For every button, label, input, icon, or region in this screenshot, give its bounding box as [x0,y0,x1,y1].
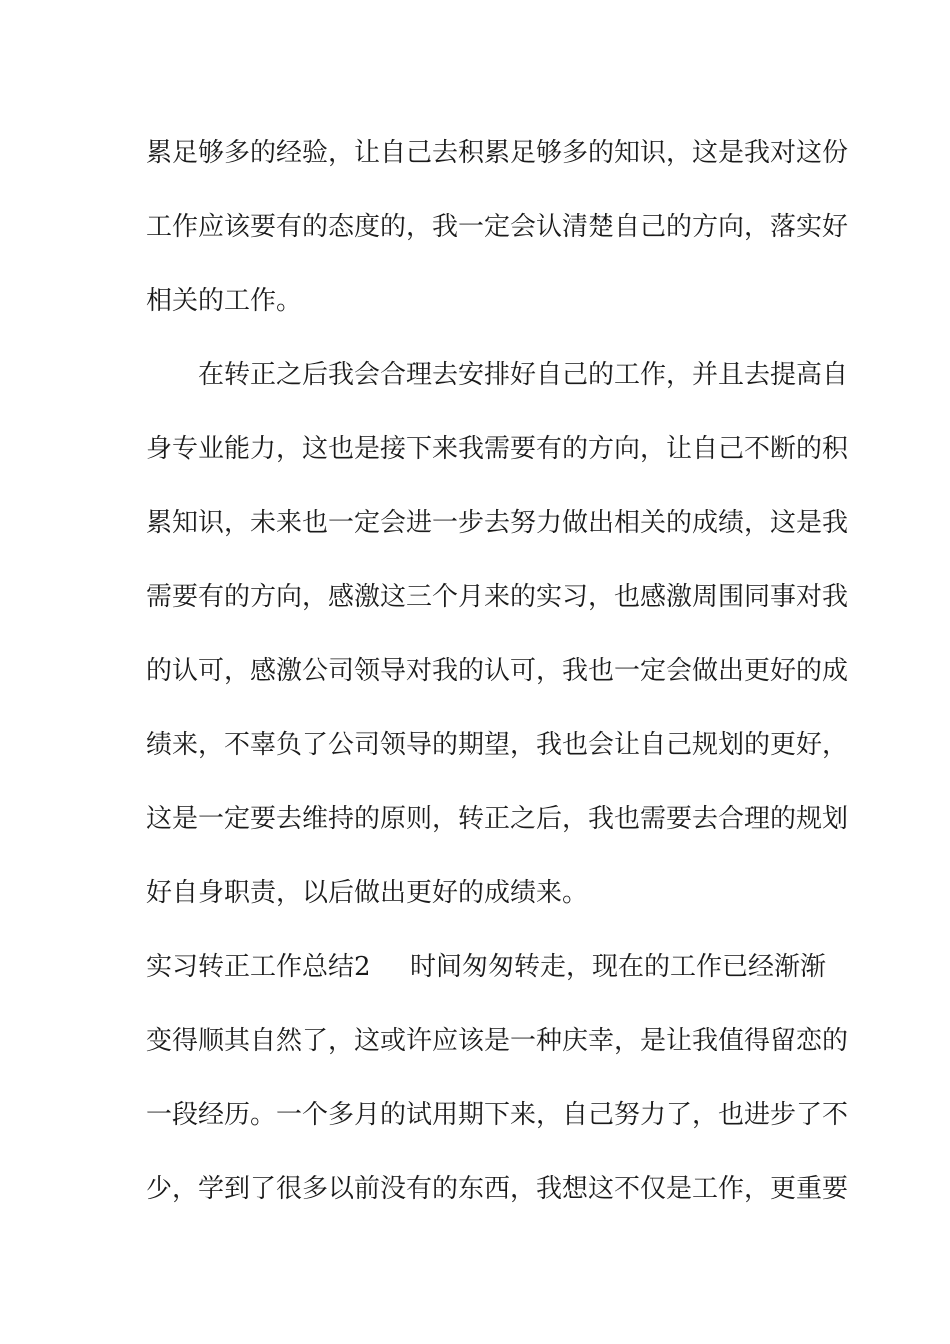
text-line: 的认可，感激公司领导对我的认可，我也一定会做出更好的成 [146,656,849,686]
text-line: 需要有的方向，感激这三个月来的实习，也感激周围同事对我 [146,582,849,612]
text-line: 好自身职责，以后做出更好的成绩来。 [146,878,589,908]
text-line: 累足够多的经验，让自己去积累足够多的知识，这是我对这份 [146,138,849,168]
text-line: 变得顺其自然了，这或许应该是一种庆幸，是让我值得留恋的 [146,1026,849,1056]
text-line: 时间匆匆转走，现在的工作已经渐渐 [410,952,827,982]
text-line: 工作应该要有的态度的，我一定会认清楚自己的方向，落实好 [146,212,849,242]
text-line: 一段经历。一个多月的试用期下来，自己努力了，也进步了不 [146,1100,849,1130]
text-line: 这是一定要去维持的原则，转正之后，我也需要去合理的规划 [146,804,849,834]
text-line: 相关的工作。 [146,286,303,316]
section-heading-line [146,951,827,983]
text-line: 绩来，不辜负了公司领导的期望，我也会让自己规划的更好， [146,730,849,760]
section-title: 实习转正工作总结2 [146,952,371,982]
text-line: 身专业能力，这也是接下来我需要有的方向，让自己不断的积 [146,434,849,464]
text-line: 累知识，未来也一定会进一步去努力做出相关的成绩，这是我 [146,508,849,538]
text-line: 少，学到了很多以前没有的东西，我想这不仅是工作，更重要 [146,1174,849,1204]
text-line: 在转正之后我会合理去安排好自己的工作，并且去提高自 [198,360,849,390]
